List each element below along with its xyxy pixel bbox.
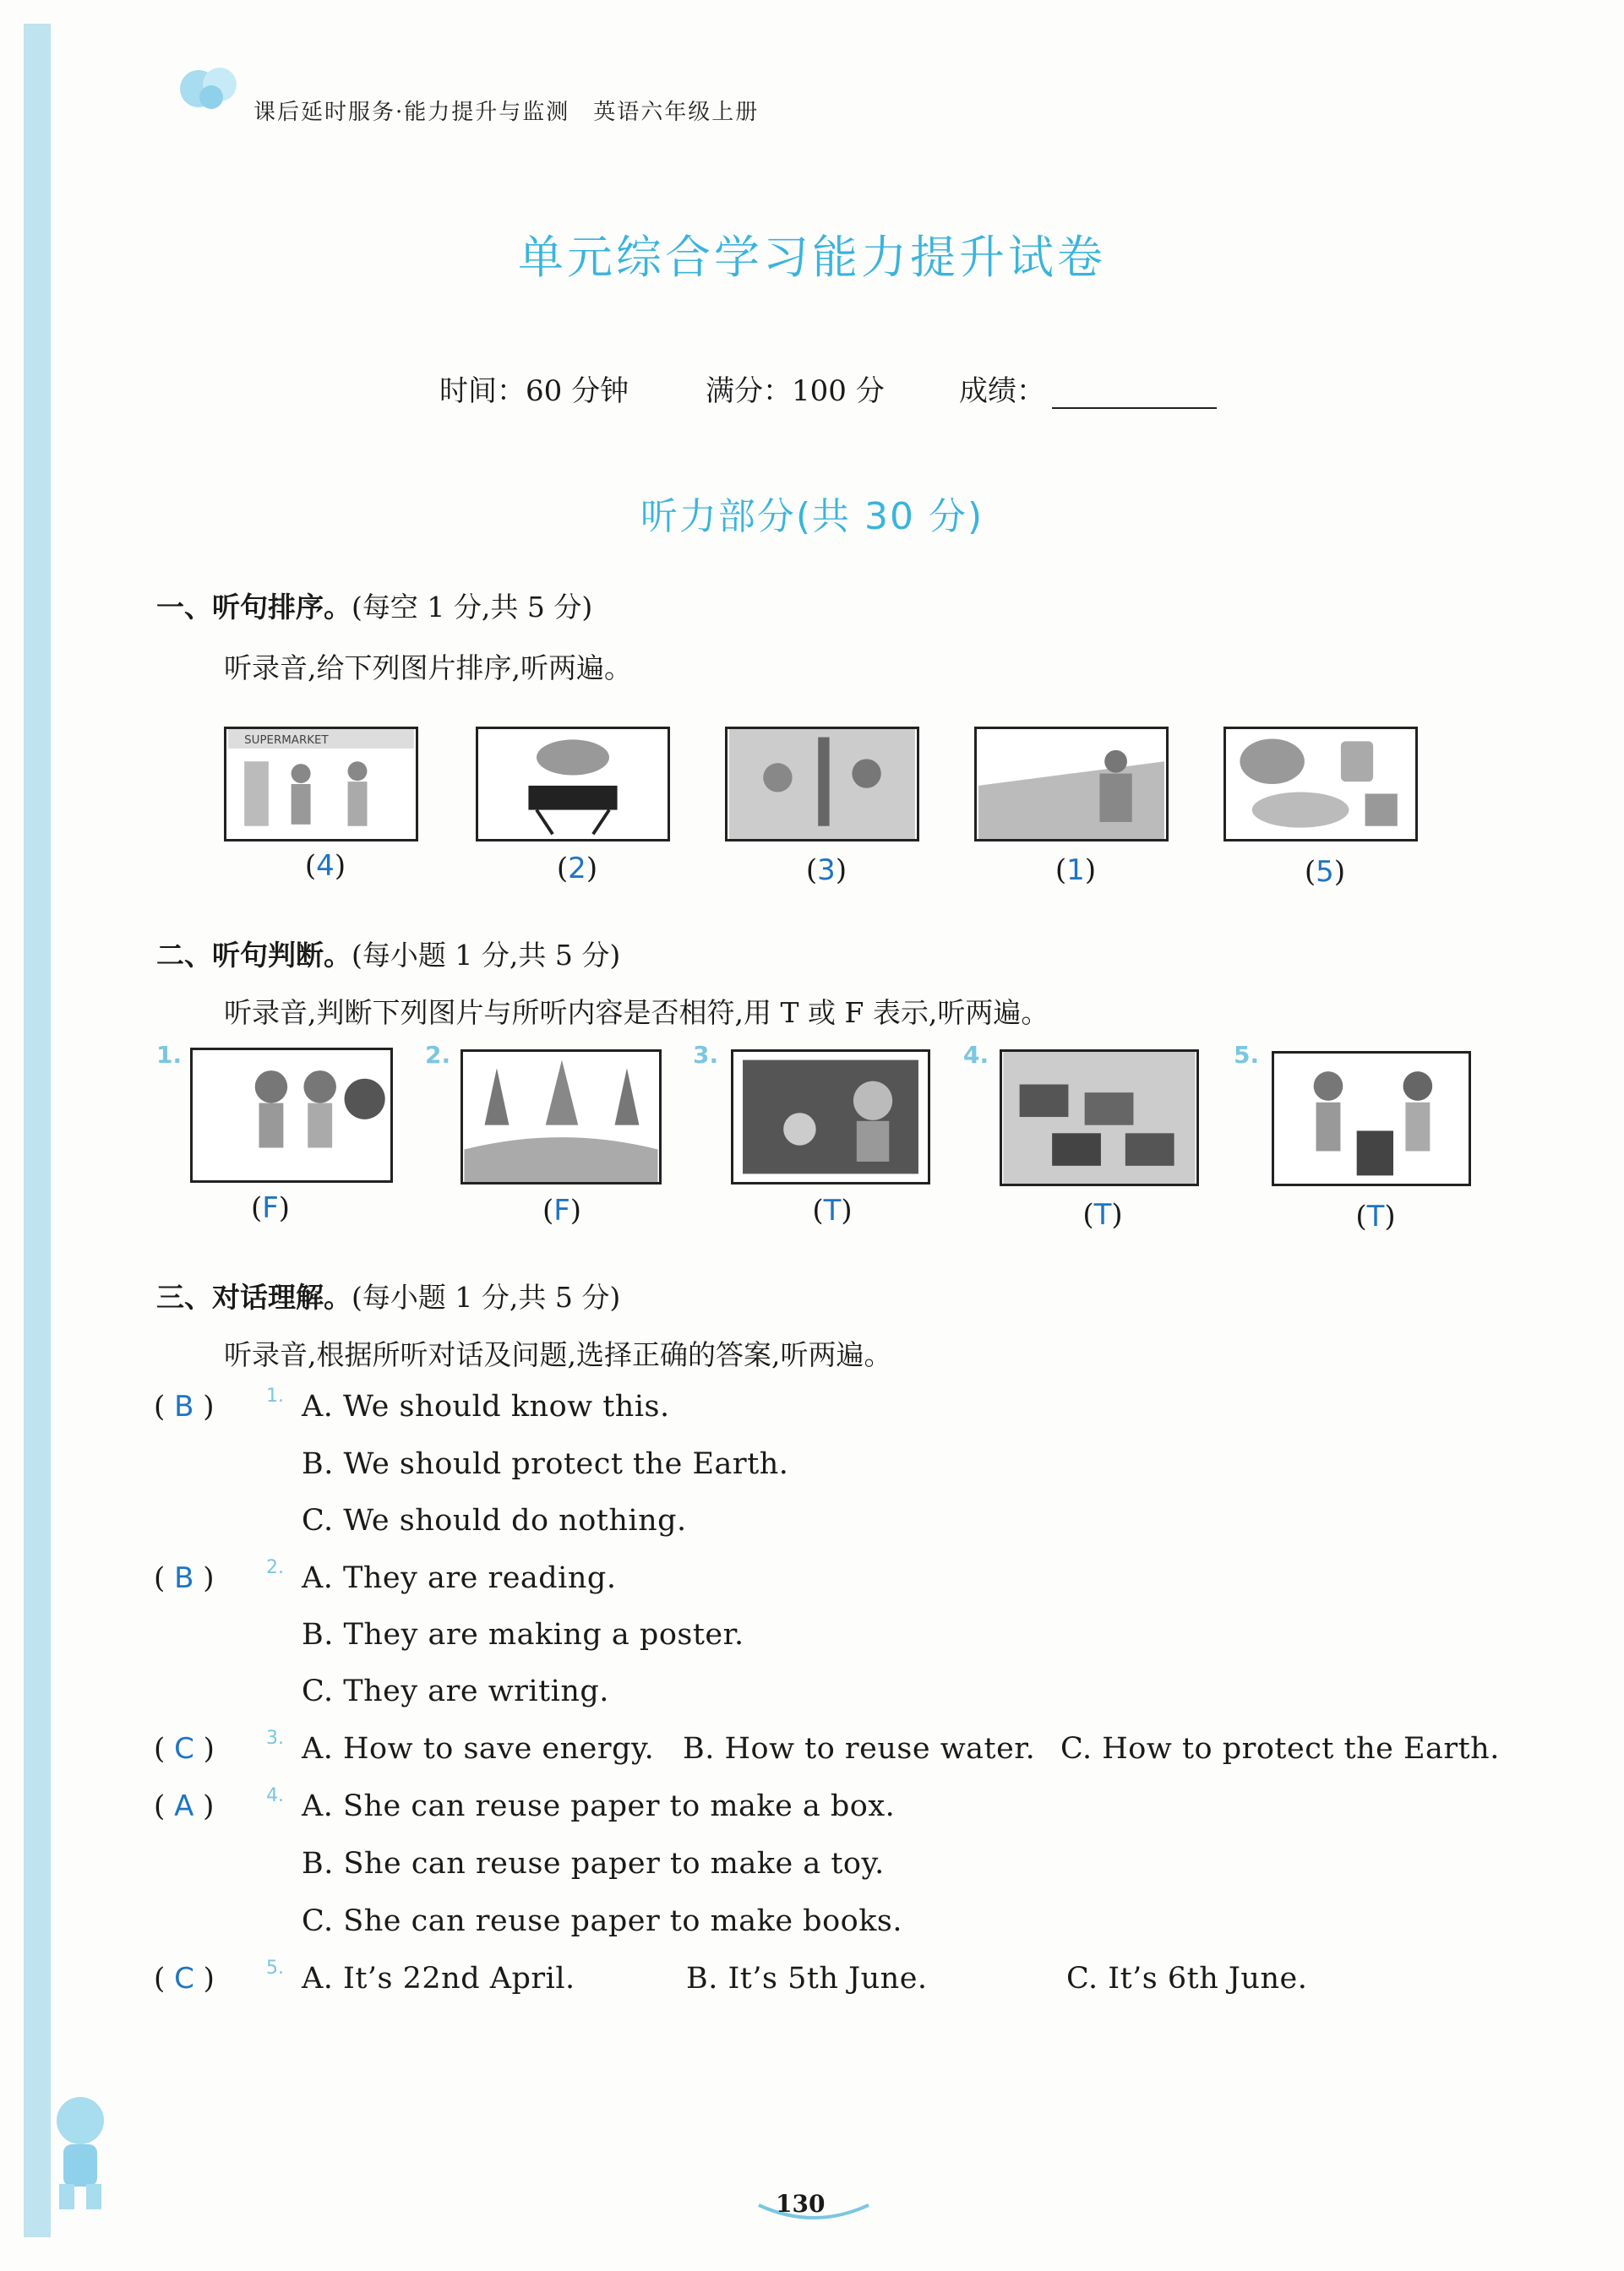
q1-answer-5[interactable]: (5) — [1304, 855, 1346, 889]
q3-1-option-b: B. We should protect the Earth. — [302, 1447, 789, 1481]
q3-instruction: 听录音,根据所听对话及问题,选择正确的答案,听两遍。 — [224, 1338, 892, 1371]
q3-num-5: 5. — [266, 1958, 284, 1979]
q3-answer-5[interactable]: ( C ) — [154, 1962, 215, 1996]
score-blank[interactable] — [1052, 407, 1217, 409]
q2-instruction: 听录音,判断下列图片与所听内容是否相符,用 T 或 F 表示,听两遍。 — [224, 996, 1049, 1029]
cloud-logo-icon — [173, 59, 249, 118]
q3-5-option-a: A. It’s 22nd April. — [302, 1962, 575, 1996]
q1-instruction: 听录音,给下列图片排序,听两遍。 — [224, 651, 632, 684]
cartoon-boy-icon — [34, 2087, 127, 2214]
q1-picture-barbecue — [476, 727, 670, 841]
q1-picture-planting-trees — [725, 727, 919, 841]
q3-num-3: 3. — [266, 1728, 284, 1749]
q1-answer-2[interactable]: (2) — [556, 852, 598, 885]
q3-answer-1[interactable]: ( B ) — [154, 1390, 215, 1424]
q3-3-option-c: C. How to protect the Earth. — [1060, 1732, 1500, 1766]
q3-4-option-b: B. She can reuse paper to make a toy. — [302, 1847, 885, 1881]
full-score-label: 满分：100 分 — [706, 374, 885, 408]
supermarket-sign: SUPERMARKET — [244, 734, 329, 748]
q3-2-option-b: B. They are making a poster. — [302, 1618, 744, 1652]
q2-answer-5[interactable]: (T) — [1355, 1200, 1396, 1234]
q3-4-option-c: C. She can reuse paper to make books. — [302, 1904, 903, 1938]
q2-heading: 二、听句判断。(每小题 1 分,共 5 分) — [156, 939, 621, 972]
q1-picture-poster — [974, 727, 1169, 841]
q2-picture-5 — [1272, 1051, 1471, 1186]
section-title: 听力部分(共 30 分) — [640, 495, 984, 538]
q2-num-4: 4. — [963, 1041, 989, 1069]
time-label: 时间：60 分钟 — [439, 374, 629, 408]
q3-num-2: 2. — [266, 1557, 284, 1578]
q1-picture-supermarket — [224, 727, 418, 841]
q3-num-1: 1. — [266, 1386, 284, 1407]
q3-answer-3[interactable]: ( C ) — [154, 1732, 215, 1766]
q2-picture-3 — [731, 1049, 930, 1185]
page-header: 课后延时服务·能力提升与监测 英语六年级上册 — [253, 100, 760, 125]
q1-heading: 一、听句排序。(每空 1 分,共 5 分) — [156, 591, 593, 624]
q2-answer-2[interactable]: (F) — [542, 1194, 582, 1228]
q3-5-option-b: B. It’s 5th June. — [686, 1962, 928, 1996]
q3-num-4: 4. — [266, 1785, 284, 1806]
q3-answer-2[interactable]: ( B ) — [154, 1561, 215, 1595]
q3-3-option-a: A. How to save energy. — [302, 1732, 655, 1766]
q3-3-option-b: B. How to reuse water. — [683, 1732, 1036, 1766]
page-title: 单元综合学习能力提升试卷 — [518, 231, 1106, 284]
sidebar-decoration — [24, 24, 51, 2237]
q2-answer-1[interactable]: (F) — [250, 1191, 291, 1225]
q2-answer-3[interactable]: (T) — [812, 1194, 853, 1228]
q3-answer-4[interactable]: ( A ) — [154, 1789, 215, 1823]
q1-answer-4[interactable]: (1) — [1055, 853, 1097, 887]
q3-1-option-c: C. We should do nothing. — [302, 1504, 687, 1538]
q3-5-option-c: C. It’s 6th June. — [1066, 1962, 1308, 1996]
q3-2-option-c: C. They are writing. — [302, 1675, 609, 1708]
q2-num-1: 1. — [156, 1041, 183, 1069]
page-number: 130 — [776, 2190, 826, 2218]
q3-2-option-a: A. They are reading. — [302, 1561, 617, 1595]
q2-num-3: 3. — [693, 1041, 719, 1069]
q3-4-option-a: A. She can reuse paper to make a box. — [302, 1789, 896, 1823]
q3-heading: 三、对话理解。(每小题 1 分,共 5 分) — [156, 1281, 621, 1314]
q2-answer-4[interactable]: (T) — [1082, 1198, 1123, 1232]
q1-answer-3[interactable]: (3) — [805, 853, 847, 887]
q1-picture-food-items — [1223, 727, 1418, 841]
q1-answer-1[interactable]: (4) — [304, 849, 346, 883]
q3-1-option-a: A. We should know this. — [302, 1390, 670, 1424]
score-label: 成绩： — [959, 374, 1045, 408]
q2-num-5: 5. — [1234, 1041, 1260, 1069]
q2-picture-1 — [190, 1048, 393, 1183]
q2-num-2: 2. — [425, 1041, 451, 1069]
q2-picture-4 — [1000, 1049, 1199, 1186]
q2-picture-2 — [460, 1049, 662, 1185]
